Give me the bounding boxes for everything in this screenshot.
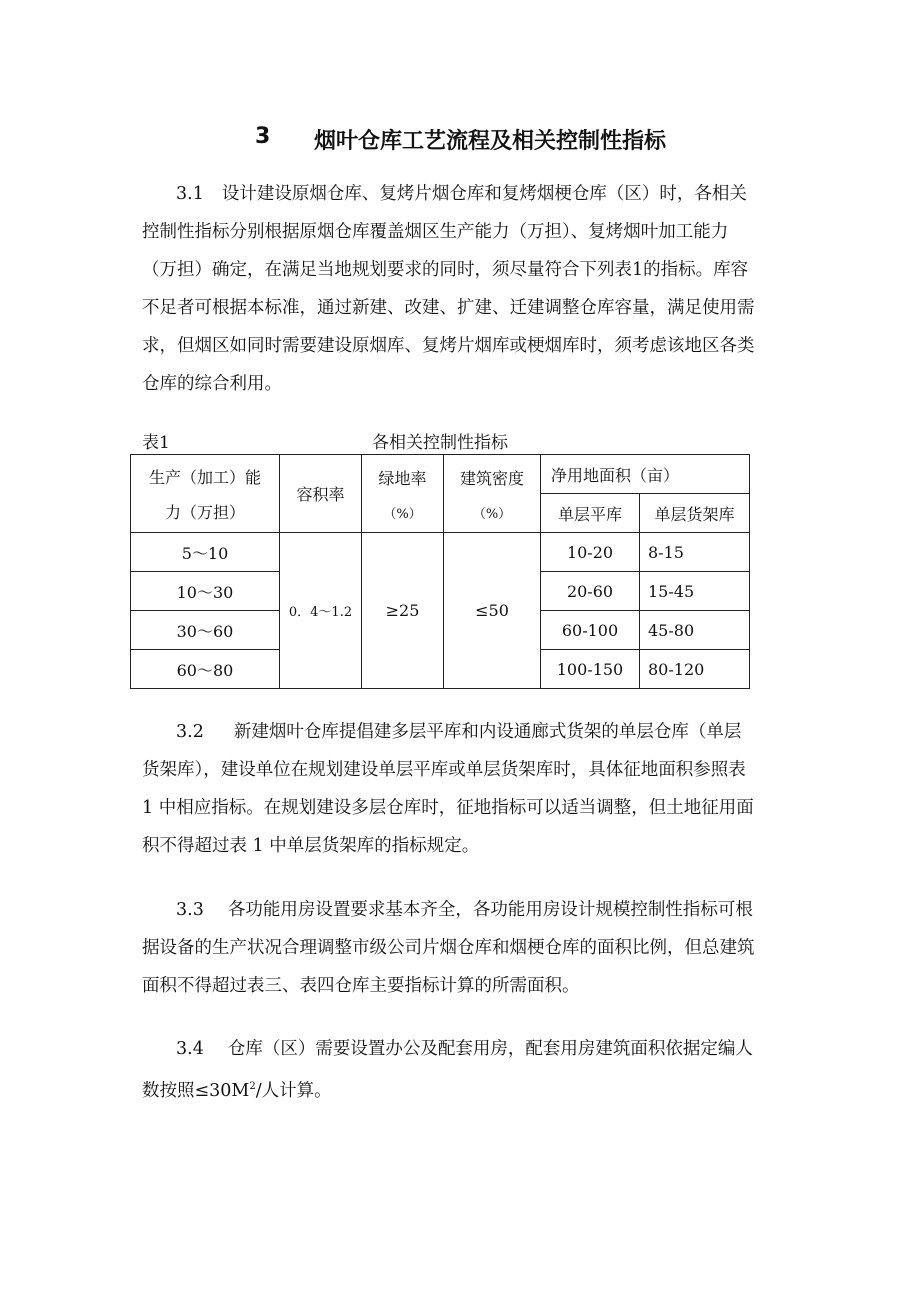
header-density: 建筑密度 （%） — [444, 455, 541, 533]
paragraph-line: 3.3 各功能用房设置要求基本齐全，各功能用房设计规模控制性指标可根 — [176, 900, 753, 920]
section-number: 3 — [255, 124, 271, 149]
paragraph-line: 3.2 新建烟叶仓库提倡建多层平库和内设通廊式货架的单层仓库（单层 — [176, 722, 742, 742]
clause-number: 3.2 — [176, 722, 204, 742]
header-single-floor: 单层平库 — [541, 494, 640, 533]
paragraph-line: 1 中相应指标。在规划建设多层仓库时，征地指标可以适当调整，但土地征用面 — [142, 798, 754, 818]
paragraph-line: 3.4 仓库（区）需要设置办公及配套用房，配套用房建筑面积依据定编人 — [176, 1039, 753, 1059]
clause-number: 3.4 — [176, 1039, 204, 1059]
paragraph-line: 3.1 设计建设原烟仓库、复烤片烟仓库和复烤烟梗仓库（区）时，各相关 — [176, 184, 747, 204]
control-indicator-table — [130, 454, 750, 689]
paragraph-line: 数按照$\le 30M^2/$人计算。 — [142, 1081, 332, 1101]
cell-single-rack: 15-45 — [640, 572, 750, 611]
cell-single-rack: 45-80 — [640, 611, 750, 650]
paragraph-line: 积不得超过表 1 中单层货架库的指标规定。 — [142, 836, 480, 856]
paragraph-3-3 — [142, 891, 782, 1005]
table-label: 表1 — [142, 433, 170, 453]
cell-single-rack: 8-15 — [640, 533, 750, 572]
header-green: 绿地率 （%） — [362, 455, 444, 533]
paragraph-3-2 — [142, 713, 782, 865]
header-single-rack: 单层货架库 — [640, 494, 750, 533]
cell-capacity: 60～80 — [131, 650, 280, 689]
superscript: 2 — [249, 1081, 256, 1092]
cell-capacity: 5～10 — [131, 533, 280, 572]
cell-capacity: 30～60 — [131, 611, 280, 650]
table-row — [131, 533, 750, 572]
paragraph-3-4 — [142, 1030, 782, 1110]
paragraph-line: 据设备的生产状况合理调整市级公司片烟仓库和烟梗仓库的面积比例，但总建筑 — [142, 938, 755, 958]
paragraph-line: 不足者可根据本标准，通过新建、改建、扩建、迁建调整仓库容量，满足使用需 — [142, 298, 755, 318]
table-header-row — [131, 455, 750, 494]
paragraph-line: 控制性指标分别根据原烟仓库覆盖烟区生产能力（万担）、复烤烟叶加工能力 — [142, 222, 729, 242]
paragraph-line: 求，但烟区如同时需要建设原烟库、复烤片烟库或梗烟库时，须考虑该地区各类 — [142, 336, 755, 356]
cell-far: 0．4～1.2 — [280, 533, 362, 689]
clause-number: 3.1 — [176, 184, 204, 204]
paragraph-line: 仓库的综合利用。 — [142, 374, 282, 394]
clause-number: 3.3 — [176, 900, 204, 920]
cell-single-floor: 20-60 — [541, 572, 640, 611]
cell-single-floor: 60-100 — [541, 611, 640, 650]
cell-capacity: 10～30 — [131, 572, 280, 611]
cell-single-floor: 10-20 — [541, 533, 640, 572]
cell-single-floor: 100-150 — [541, 650, 640, 689]
cell-green: ≥25 — [362, 533, 444, 689]
paragraph-line: 货架库），建设单位在规划建设单层平库或单层货架库时，具体征地面积参照表 — [142, 760, 746, 780]
cell-density: ≤50 — [444, 533, 541, 689]
table-caption: 各相关控制性指标 — [372, 433, 508, 453]
header-capacity: 生产（加工）能 力（万担） — [131, 455, 280, 533]
header-far: 容积率 — [280, 455, 362, 533]
paragraph-3-1 — [142, 175, 782, 403]
header-land: 净用地面积（亩） — [541, 455, 750, 494]
section-title: 烟叶仓库工艺流程及相关控制性指标 — [314, 129, 667, 154]
paragraph-line: 面积不得超过表三、表四仓库主要指标计算的所需面积。 — [142, 976, 580, 996]
paragraph-line: （万担）确定，在满足当地规划要求的同时，须尽量符合下列表1的指标。库容 — [142, 260, 749, 280]
cell-single-rack: 80-120 — [640, 650, 750, 689]
